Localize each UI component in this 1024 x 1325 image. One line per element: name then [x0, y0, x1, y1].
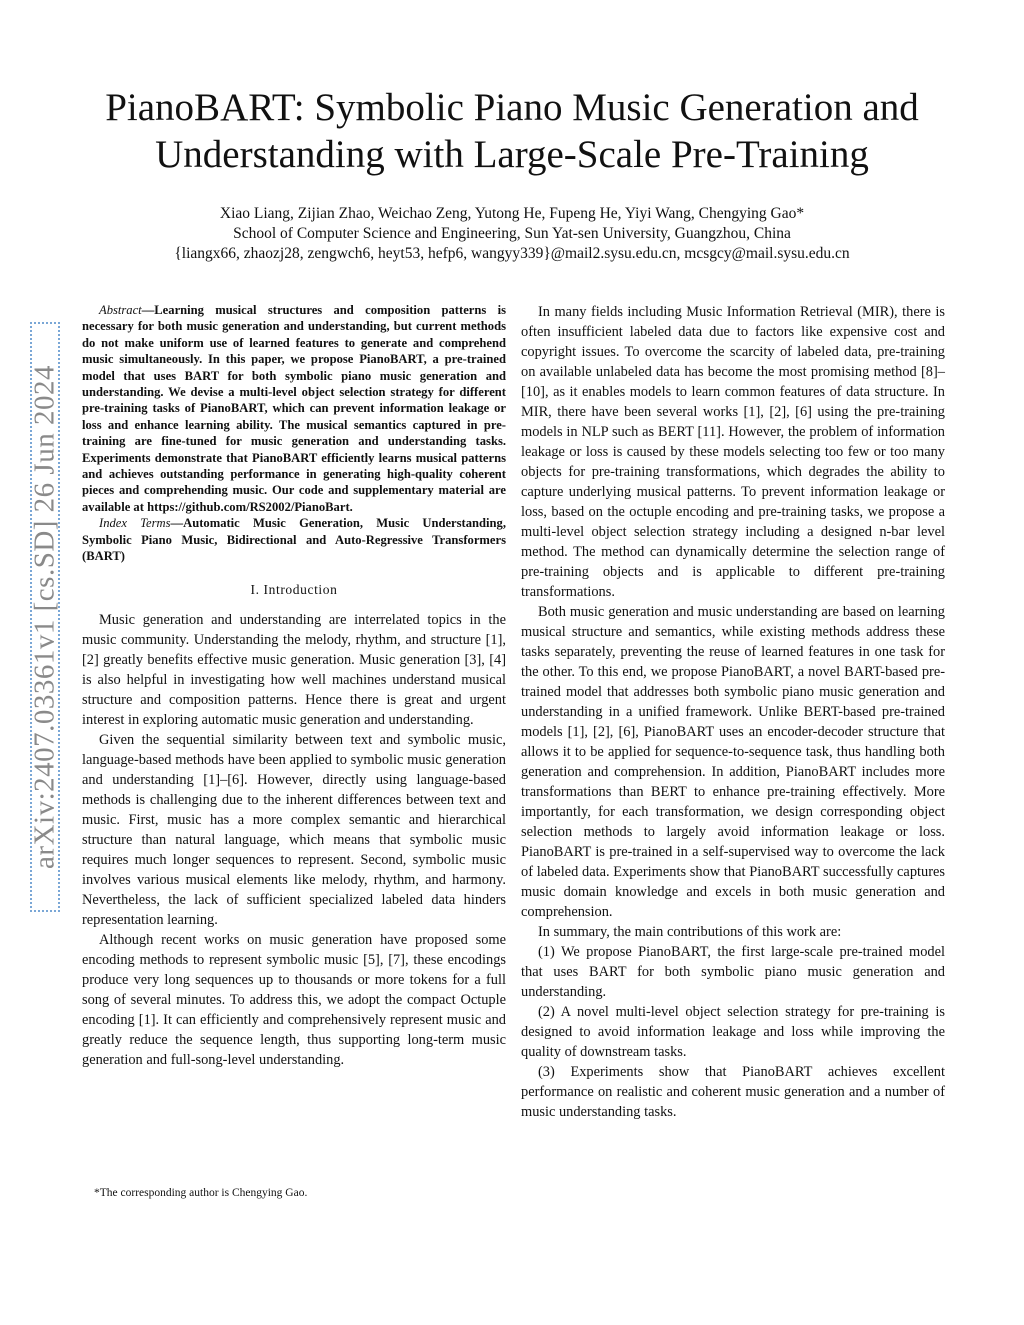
title-line-1: PianoBART: Symbolic Piano Music Generation and: [105, 86, 919, 129]
index-terms-label: Index Terms: [99, 516, 171, 531]
author-list: Xiao Liang, Zijian Zhao, Weichao Zeng, Yutong He, Fupeng He, Yiyi Wang, Chengying Gao*: [219, 205, 805, 222]
index-terms-text: —Automatic Music Generation, Music Understanding, Symbolic Piano Music, Bidirectional and Auto-Regressive Transformers (BART): [82, 516, 506, 564]
contribution-item: (3) Experiments show that PianoBART achieves excellent performance on realistic and coherent music generation and a number of music understanding tasks.: [521, 1064, 945, 1120]
footnote: *The corresponding author is Chengying Gao.: [94, 1187, 308, 1199]
paper-title: [70, 84, 954, 178]
paragraph: Music generation and understanding are interrelated topics in the music community. Understanding the melody, rhythm, and structure [1], [2] greatly benefits effective music generation. Music generation [3], [4] is also helpful in investigating how well machines understand musical structure and composition patterns. Hence there is great and urgent interest in exploring automatic music generation and understanding.: [82, 611, 506, 728]
abstract-paragraph: [82, 302, 506, 515]
contribution-item: (2) A novel multi-level object selection strategy for pre-training is designed to avoid information leakage and loss while improving the quality of downstream tasks.: [521, 1004, 945, 1060]
paragraph: Both music generation and music understanding are based on learning musical structure and semantics, while existing methods address these tasks separately, preventing the reuse of learned features in one task for the other. To this end, we propose PianoBART, a novel BART-based pre-trained model that addresses both symbolic piano music generation and understanding in a unified framework. Unlike BERT-based pre-trained models [1], [2], [6], PianoBART uses an encoder-decoder structure that allows it to be applied for sequence-to-sequence task, thus handling both generation and comprehension. In addition, PianoBART includes more transformations than BERT to enhance pre-training effectively. More importantly, for each transformation, we design corresponding object selection methods to largely avoid information leakage or loss. PianoBART is pre-trained in a self-supervised way to overcome the lack of labeled data. Experiments show that PianoBART successfully captures music domain knowledge and excels in both music generation and comprehension.: [521, 604, 945, 920]
paragraph: Although recent works on music generation have proposed some encoding methods to represent symbolic music [5], [7], these encodings produce very long sequences up to thousands or more tokens for a full song of several minutes. To address this, we adopt the compact Octuple encoding [1]. It can efficiently and comprehensively represent music and greatly reduce the sequence length, thus supporting long-term music generation and full-song-level understanding.: [82, 931, 506, 1068]
title-line-2: Understanding with Large-Scale Pre-Training: [155, 133, 869, 176]
contribution-item: (1) We propose PianoBART, the first large-scale pre-trained model that uses BART for both symbolic piano music generation and understanding.: [521, 944, 945, 1000]
index-terms: [82, 515, 506, 564]
left-column: [82, 302, 506, 1070]
paragraph: In summary, the main contributions of this work are:: [538, 924, 842, 940]
paragraph: In many fields including Music Information Retrieval (MIR), there is often insufficient labeled data due to factors like expensive cost and copyright issues. To overcome the scarcity of labeled data, pre-training on available unlabeled data has become the most promising method [8]–[10], as it enables models to learn common features of data structure. In MIR, there have been several works [1], [2], [6] using the pre-training models in NLP such as BERT [11]. However, the problem of information leakage or loss is caused by these models selecting too few or too many objects for pre-training transformations, which degrades the ability to capture underlying musical patterns. To prevent information leakage or loss, based on the octuple encoding and pre-training tasks, we propose a multi-level object selection strategy including a designed n-bar level method. The method can dynamically determine the selection range of pre-training objects and is applicable to different pre-training transformations.: [521, 304, 945, 600]
arxiv-identifier: arXiv:2407.03361v1 [cs.SD] 26 Jun 2024: [28, 365, 61, 869]
abstract-label: Abstract: [99, 303, 142, 317]
affiliation: School of Computer Science and Engineering, Sun Yat-sen University, Guangzhou, China: [233, 225, 791, 242]
author-block: [70, 204, 954, 264]
paragraph: Given the sequential similarity between text and symbolic music, language-based methods have been applied to symbolic music generation and understanding [1]–[6]. However, directly using language-based methods is challenging due to the inherent differences between text and music. First, music has a more complex semantic and hierarchical structure than natural language, which means that symbolic music requires much longer sequences to represent. Second, symbolic music involves various musical elements like melody, rhythm, and harmony. Nevertheless, the lack of sufficient specialized labeled data hinders representation learning.: [82, 731, 506, 928]
abstract-text: —Learning musical structures and composition patterns is necessary for both music generation and understanding, but current methods do not make uniform use of learned features to generate and comprehend music simultaneously. In this paper, we propose PianoBART, a pre-trained model that uses BART for both symbolic piano music generation and understanding. We devise a multi-level object selection strategy for different pre-training tasks of PianoBART, which can prevent information leakage or loss and enhance learning ability. The musical semantics captured in pre-training are fine-tuned for music generation and understanding tasks. Experiments demonstrate that PianoBART efficiently learns musical patterns and achieves outstanding performance in generating high-quality coherent pieces and comprehending music. Our code and supplementary material are available at https://github.com/RS2002/PianoBart.: [82, 303, 506, 514]
section-heading-introduction: I. Introduction: [250, 581, 338, 597]
abstract: [82, 302, 506, 565]
author-emails: {liangx66, zhaozj28, zengwch6, heyt53, hefp6, wangyy339}@mail2.sysu.edu.cn, mcsgcy@mail.sysu.edu.cn: [174, 245, 850, 262]
right-column: [521, 302, 945, 1122]
arxiv-stamp: [30, 322, 60, 912]
